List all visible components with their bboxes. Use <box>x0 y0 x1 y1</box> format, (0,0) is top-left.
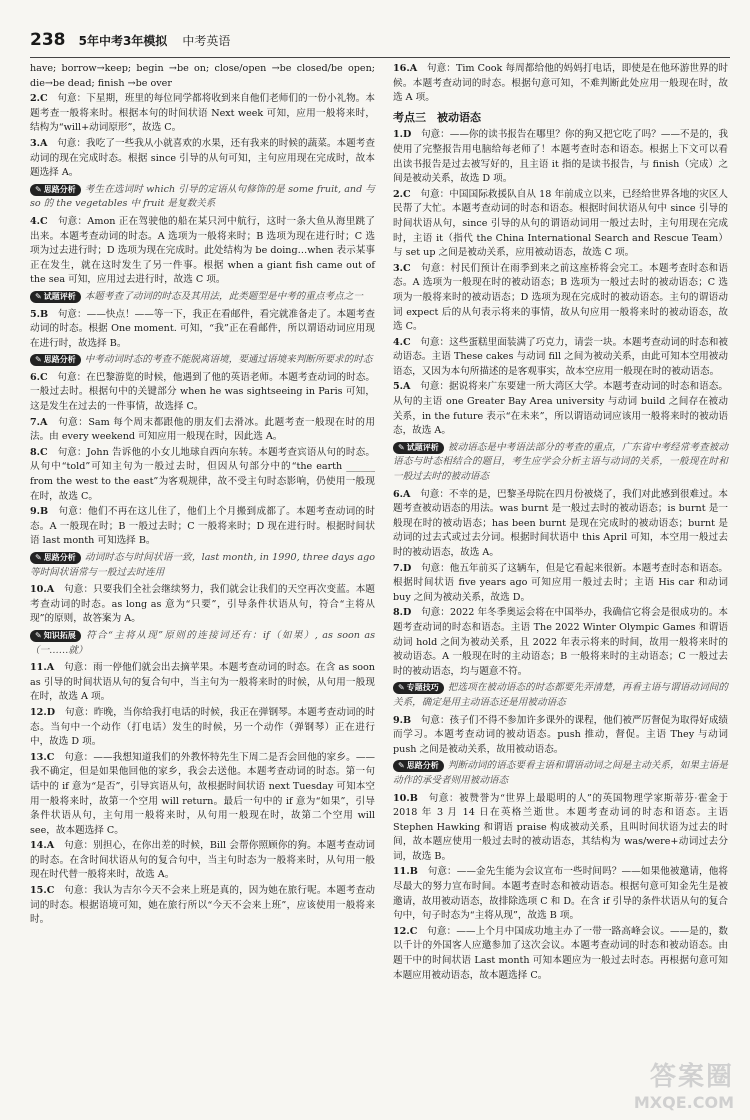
tip-label: 思路分析 <box>406 761 439 771</box>
right-column-top <box>393 62 728 106</box>
answer-number: 12.D <box>30 706 56 718</box>
tip-note <box>393 441 728 485</box>
answer-entry <box>30 446 375 504</box>
answer-explanation: 句意：John 告诉他的小女儿地球自西向东转。本题考查宾语从句的时态。从句中“told”可知主句为一般过去时，但因从句部分中的“the earth ______ from the west to the east”为客观规律，故不受主句时态影响，仍使用一般现在时，故选 C。 <box>30 446 376 502</box>
answer-entry <box>30 706 375 750</box>
answer-number: 5.A <box>393 381 411 393</box>
tip-text: 考生在选词时 which 引导的定语从句修饰的是 some fruit, and 与 so 的 the vegetables 中 fruit 是复数关系 <box>30 183 375 210</box>
answer-entry <box>30 839 375 883</box>
answer-number: 13.C <box>30 751 55 763</box>
answer-number: 8.C <box>30 446 48 458</box>
answer-entry <box>393 606 728 679</box>
lightbulb-icon: ✎ <box>35 355 42 365</box>
watermark <box>634 1056 734 1112</box>
answer-entry <box>393 865 728 923</box>
answer-number: 4.C <box>30 215 48 227</box>
answer-explanation: 句意：下星期，班里的每位同学都将收到来自他们老师们的一份小礼物。本题考查一般将来时。根据本句的时间状语 Next week 可知，应用一般将来时，结构为“will+动词原形”，故选 C。 <box>30 93 376 134</box>
answer-number: 9.B <box>393 714 412 726</box>
answer-entry <box>393 128 728 186</box>
answer-number: 3.A <box>30 137 48 149</box>
answer-explanation: 句意：——快点！——等一下，我正在看邮件，看完就准备走了。本题考查动词的时态。根据 One moment. 可知，“我”正在看邮件，所以谓语动词应用现在进行时，故选择 B。 <box>30 308 376 349</box>
tip-text: 被动语态是中考语法部分的考查的重点，广东省中考经常考查被动语态与时态相结合的题目，考生应学会分析主语与动词的关系，一般现在时和一般过去时的被动语态 <box>393 441 728 483</box>
answer-explanation: 句意：孩子们不得不参加许多课外的课程，他们被严厉督促为取得好成绩而学习。本题考查动词的被动语态。push 推动，督促。主语 They 与动词 push 之间是被动关系，故用被动语态。 <box>393 714 729 755</box>
tip-text: 动词时态与时间状语一致，last month, in 1990, three days ago 等时间状语常与一般过去时连用 <box>30 552 375 578</box>
tip-label: 试题评析 <box>43 291 76 301</box>
answer-entry <box>393 562 728 606</box>
answer-explanation: 句意：只要我们全社会继续努力，我们就会让我们的天空再次变蓝。本题考查动词的时态。as long as 意为“只要”，引导条件状语从句，符合“主将从现”的原则，故答案为 A。 <box>30 584 376 625</box>
tip-label: 专题技巧 <box>406 683 439 693</box>
answer-explanation: 句意：他五年前买了这辆车，但是它看起来很新。本题考查时态和语态。根据时间状语 five years ago 可知应用一般过去时；主语 His car 和动词 buy 之间为被动关系，故选 D。 <box>393 562 729 603</box>
answer-number: 3.C <box>393 262 411 274</box>
answer-explanation: 句意：——上个月中国成功地主办了一带一路高峰会议。——是的，数以千计的外国客人应邀参加了这次会议。本题考查动词的时态和被动语态。由题干中的时间状语 Last month 可知本题应为一般过去时态。再根据句意可知本题应用被动语态，故本题选择 C。 <box>393 925 729 981</box>
answer-explanation: 句意：昨晚，当你给我打电话的时候，我正在弹钢琴。本题考查动词的时态。当句中一个动作（打电话）发生的时候，另一个动作（弹钢琴）正在进行中，故选 D 项。 <box>30 706 376 748</box>
answer-explanation: 句意：别担心，在你出差的时候，Bill 会帮你照顾你的狗。本题考查动词的时态。在含时间状语从句的复合句中，当主句时态为一般将来时，从句用一般现在时代替一般将来时，故选 A。 <box>30 840 375 881</box>
tip-note <box>30 353 375 368</box>
answer-entry <box>30 751 375 839</box>
tip-label: 试题评析 <box>406 442 439 452</box>
tip-text: 本题考查了动词的时态及其用法，此类题型是中考的重点考点之一 <box>84 290 363 302</box>
answer-entry <box>30 215 375 288</box>
answer-number: 11.A <box>30 662 55 674</box>
answer-number: 12.C <box>393 925 418 937</box>
answer-explanation: 句意：——你的读书报告在哪里？你的狗又把它吃了吗？——不是的，我使用了完整报告用电脑给每老师了！本题考查时态和语态。根据上下文可以看出读书报告是过去被写好的，且主语 it 指的是读书报告，与 finish（完成）之间是被动关系，故选 D 项。 <box>393 129 729 185</box>
tip-label: 知识拓展 <box>43 630 76 640</box>
answer-entry <box>393 792 728 865</box>
answer-entry <box>393 925 728 983</box>
answer-number: 6.C <box>30 371 48 383</box>
tip-text: 把选项在被动语态的时态都要先弄清楚，再看主语与谓语动词间的关系，确定是用主动语态还是用被动语态 <box>393 682 728 708</box>
answer-entry <box>30 92 375 136</box>
answer-explanation: 句意：不幸的是，巴黎圣母院在四月份被烧了，我们对此感到很难过。本题考查被动语态的用法。was burnt 是一般过去时的被动语态；is burnt 是一般现在时的被动语态；has been burnt 是现在完成时的被动语态；burnt 是动词的过去式或过去分词。根据时间状语中 this April 可知，本空用一般过去时的被动语态，故选 A。 <box>393 488 729 558</box>
answer-explanation: 句意：雨一停他们就会出去摘苹果。本题考查动词的时态。在含 as soon as 引导的时间状语从句的复合句中，当主句为一般将来时的时候，从句用一般现在时，故选 A 项。 <box>30 662 375 703</box>
tip-text: 符合“主将从现”原则的连接词还有：if（如果）, as soon as（一……就） <box>30 629 375 656</box>
answer-entry <box>30 505 375 549</box>
tip-note <box>30 183 375 212</box>
answer-explanation: 句意：我吃了一些我从小就喜欢的水果，还有我来的时候的蔬菜。本题考查动词的现在完成时态。根据 since 引导的从句可知，主句应用现在完成时，故本题选择 A。 <box>30 137 376 179</box>
page-number: 238 <box>30 30 66 50</box>
tip-badge <box>30 291 81 303</box>
answer-explanation: 句意：——我想知道我们的外教怀特先生下周二是否会回他的家乡。——我不确定，但是如果他回他的家乡，我会去送他。本题考查动词的时态。第一句话中的 if 意为“是否”，引导宾语从句，故根据时间状语 next Tuesday 可知本空用一般将来时，故第一个空用 will return。最后一句中的 if 意为“如果”，引导条件状语从句，主句用一般将来时，从句用一般现在时，故第二个空用 will see，故本题选择 C。 <box>30 751 376 836</box>
answer-entry <box>30 661 375 705</box>
answer-number: 11.B <box>393 866 418 878</box>
answer-explanation: 句意：在巴黎游览的时候，他遇到了他的英语老师。本题考查动词的时态。一般过去时。根据句中的关键部分 when he was sightseeing in Paris 可知，这是发生在过去的一件事情，故选择 C。 <box>30 371 376 413</box>
left-column <box>30 62 375 929</box>
answer-explanation: 句意：他们不再在这儿住了，他们上个月搬到成都了。本题考查动词的时态。A 一般现在时；B 一般过去时；C 一般将来时；D 现在进行时。根据时间状语 last month 可知选择 B。 <box>30 506 376 547</box>
answer-number: 15.C <box>30 885 55 897</box>
tip-note <box>30 629 375 658</box>
answer-entry <box>30 583 375 627</box>
answer-explanation: 句意：村民们预计在雨季到来之前这座桥将会完工。本题考查时态和语态。A 选项为一般现在时的被动语态；B 选项为一般过去时的被动语态；C 选项为一般将来时的被动语态；D 选项为现在完成时的被动语态。主句的谓语动词 expect 后的从句表示将来的事情，故从句应用一般将来时的被动语态，故选 C。 <box>393 262 729 333</box>
tip-label: 思路分析 <box>43 553 76 562</box>
answer-entry <box>30 308 375 352</box>
answer-number: 2.C <box>30 93 48 105</box>
book-subtitle: 中考英语 <box>182 34 231 48</box>
answer-number: 1.D <box>393 129 412 141</box>
answer-explanation: 句意：被赞誉为“世界上最聪明的人”的英国物理学家斯蒂芬·霍金于 2018 年 3 月 14 日在英格兰逝世。本题考查动词的时态和语态。主语 Stephen Hawking 和谓语 praise 构成被动关系，且叫时间状语为过去的时间，故本题应使用一般过去时的被动语态，其结构为 was/were+动词过去分词，故选 B。 <box>393 792 729 862</box>
answer-number: 14.A <box>30 840 55 852</box>
answer-entry <box>393 380 728 438</box>
answer-explanation: 句意：我认为吉尔今天不会来上班是真的，因为她在旅行呢。本题考查动词的时态。根据语境可知，她在旅行所以“今天不会来上班”，应该使用一般将来时。 <box>30 885 376 926</box>
answer-entry <box>30 416 375 445</box>
tip-note <box>393 759 728 788</box>
tip-note <box>30 551 375 580</box>
answer-entry <box>30 884 375 928</box>
tip-badge <box>393 760 444 772</box>
lightbulb-icon: ✎ <box>398 442 405 452</box>
tip-label: 思路分析 <box>43 184 76 194</box>
tip-badge <box>393 442 444 454</box>
answer-entry <box>30 371 375 415</box>
lightbulb-icon: ✎ <box>35 553 42 562</box>
answer-number: 4.C <box>393 336 411 348</box>
answer-number: 7.D <box>393 562 412 574</box>
tip-badge <box>30 552 81 564</box>
answer-number: 5.B <box>30 308 49 320</box>
watermark-line1: 答案圈 <box>649 1062 734 1092</box>
tip-badge <box>393 682 444 694</box>
lightbulb-icon: ✎ <box>35 291 42 301</box>
right-column <box>393 62 728 984</box>
answer-number: 10.B <box>393 792 418 804</box>
lightbulb-icon: ✎ <box>398 683 405 693</box>
answer-explanation: have; borrow→keep; begin →be on; close/open →be closed/be open; die→be dead; finish →be over <box>30 63 375 89</box>
answer-entry <box>393 336 728 380</box>
answer-explanation: 句意：这些蛋糕里面装满了巧克力，请尝一块。本题考查动词的时态和被动语态。主语 These cakes 与动词 fill 之间为被动关系，由此可知本空用被动语态，又因为本句所描述的是客观事实，故本空应用一般现在时的被动语态。 <box>393 336 729 377</box>
answer-explanation: 句意：Amon 正在驾驶他的船在某只河中航行，这时一条大鱼从海里跳了出来。本题考查动词的时态。A 选项为一般将来时；B 选项为现在进行时；C 选项为过去进行时；D 选项为现在完成时。此处结构为 be doing…when 表示某事正在发生，就在这时发生了另一件事。根据 when a giant fish came out of the sea 可知，应用过去进行时，故选 C 项。 <box>30 215 376 286</box>
answer-explanation: 句意：Tim Cook 每周都给他的妈妈打电话，即使是在他环游世界的时候。本题考查动词的时态。根据句意可知，不难判断此处应用一般现在时，故选 A 项。 <box>393 63 728 104</box>
watermark-line2: MXQE.COM <box>633 1093 734 1112</box>
answer-explanation: 句意：——金先生能为会议宣布一些时间吗？——如果他被邀请，他将尽最大的努力宣布时间。本题考查时态和被动语态。根据句意可知金先生是被邀请，故用被动语态，故排除选项 C 和 D。在含 if 引导的条件状语从句的复合句中，句子时态为“主将从现”，故选 B 项。 <box>393 866 729 922</box>
answer-number: 2.C <box>393 188 411 200</box>
tip-badge <box>30 184 81 196</box>
header-divider <box>30 57 730 58</box>
tip-note <box>393 681 728 710</box>
book-title: 5年中考3年模拟 <box>78 34 168 48</box>
answer-number: 10.A <box>30 584 55 596</box>
tip-text: 判断动词的语态要看主语和谓语动词之间是主动关系，如果主语是动作的承受者则用被动语态 <box>393 760 728 786</box>
answer-entry <box>393 262 728 335</box>
answer-explanation: 句意：Sam 每个周末都跟他的朋友们去滑冰。此题考查一般现在时的用法。由 every weekend 可知应用一般现在时，因此选 A。 <box>30 416 375 443</box>
right-column-body <box>393 128 728 983</box>
tip-badge <box>30 630 81 642</box>
section-title: 考点三 被动语态 <box>393 110 481 124</box>
answer-explanation: 句意：中国国际救援队自从 18 年前成立以来，已经给世界各地的灾区人民帮了大忙。本题考查动词的时态和语态。根据时间状语从句中 since 引导的时间状语从句，since 引导的从句的谓语动词用一般过去时，主句用现在完成时，主语 it（指代 the China International Search and Rescue Team）与 set up 之间是被动关系，应用被动语态，故选 C 项。 <box>393 188 729 259</box>
answer-explanation: 句意：据说将来广东要建一所大湾区大学。本题考查动词的时态和语态。从句的主语 one Greater Bay Area university 与动词 build 之间存在被动关系，in the future 表示“在未来”，所以谓语动词应该用一般将来时的被动语态，故选 A。 <box>393 381 729 437</box>
lightbulb-icon: ✎ <box>398 761 405 771</box>
tip-text: 中考动词时态的考查不能脱离语境，要通过语境来判断所要求的时态 <box>84 354 373 366</box>
answer-number: 9.B <box>30 506 49 518</box>
answer-entry <box>393 714 728 758</box>
answer-entry <box>30 62 375 91</box>
answer-entry <box>393 62 728 106</box>
answer-entry <box>393 488 728 561</box>
tip-note <box>30 290 375 305</box>
answer-entry <box>30 137 375 181</box>
answer-entry <box>393 188 728 261</box>
answer-number: 8.D <box>393 607 412 619</box>
answer-number: 16.A <box>393 63 418 74</box>
lightbulb-icon: ✎ <box>35 630 42 640</box>
tip-badge <box>30 354 81 366</box>
tip-label: 思路分析 <box>43 355 76 365</box>
answer-number: 6.A <box>393 488 411 500</box>
lightbulb-icon: ✎ <box>35 184 42 194</box>
answer-explanation: 句意：2022 年冬季奥运会将在中国举办，我确信它将会是很成功的。本题考查动词的时态和语态。主语 The 2022 Winter Olympic Games 和谓语动词 hold 之间为被动关系，且 2022 年表示将来的时间，故用一般将来时的被动语态。A 一般现在时的主动语态；B 一般将来时的主动语态；C 一般过去时的被动语态，均与题意不符。 <box>393 607 729 677</box>
answer-number: 7.A <box>30 416 48 428</box>
